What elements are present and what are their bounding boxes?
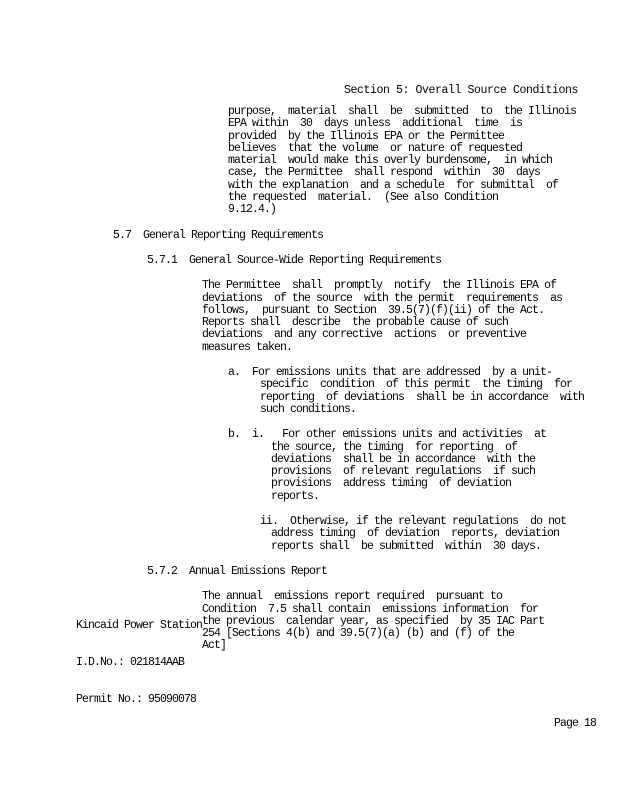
continued-paragraph [0, 106, 600, 217]
list-item-a [0, 367, 600, 416]
subsection-title: Annual Emissions Report [189, 564, 328, 578]
footer-identification [76, 595, 202, 731]
list-item-first-line [0, 429, 600, 441]
list-item-line: such conditions. [260, 402, 357, 416]
paragraph-line: the previous calendar year, as specified by 35 IAC Part [202, 614, 545, 628]
paragraph-line: Reports shall describe the probable cause of such [202, 316, 509, 330]
list-item-line: deviations shall be in accordance with the [271, 452, 536, 466]
list-item-line: the source, the timing for reporting of [271, 440, 518, 454]
footer-facility: Kincaid Power Station [76, 618, 203, 632]
section-title: General Reporting Requirements [143, 228, 324, 242]
paragraph-line: case, the Permittee shall respond within 30 days [228, 166, 541, 180]
list-item-line: reporting of deviations shall be in accordance with [260, 390, 585, 404]
paragraph-line: The Permittee shall promptly notify the Illinois EPA of [202, 279, 557, 293]
list-item-b-i [0, 429, 600, 503]
section-heading-5-7 [0, 230, 600, 242]
subsection-heading-5-7-1 [0, 255, 600, 267]
paragraph-line: the requested material. (See also Condition [228, 191, 499, 205]
subsection-paragraph [0, 280, 600, 354]
list-item-line: reports shall be submitted within 30 days. [271, 539, 542, 553]
list-sub-label: i. [252, 428, 265, 442]
list-sub-label: ii. [260, 515, 279, 529]
footer-page-number: Page 18 [553, 716, 596, 730]
page-header: Section 5: Overall Source Conditions [343, 84, 578, 97]
list-item-line: provisions address timing of deviation [271, 477, 512, 491]
list-item-text: For emissions units that are addressed by a unit- [252, 366, 553, 380]
paragraph-line: 254 [Sections 4(b) and 39.5(7)(a) (b) and (f) of the [202, 627, 515, 641]
subsection-number: 5.7.1 [147, 253, 178, 267]
list-item-line: reports. [271, 489, 320, 503]
paragraph-line: deviations and any corrective actions or preventive [202, 328, 527, 342]
page-footer [76, 570, 596, 756]
footer-id-no: I.D.No.: 021814AAB [76, 655, 185, 669]
paragraph-line: purpose, material shall be submitted to the Illinois [228, 105, 577, 118]
paragraph-line: provided by the Illinois EPA or the Permittee [228, 129, 505, 143]
section-number: 5.7 [113, 228, 132, 242]
paragraph-line: Act] [202, 639, 227, 653]
list-item-b-ii [0, 516, 600, 553]
paragraph-line: deviations of the source with the permit requirements as [202, 291, 563, 305]
paragraph-line: material would make this overly burdensome, in which [228, 154, 553, 168]
paragraph-line: measures taken. [202, 340, 293, 354]
list-item-text: For other emissions units and activities at [282, 428, 547, 442]
subsection-title: General Source-Wide Reporting Requirements [189, 253, 442, 267]
paragraph-line: follows, pursuant to Section 39.5(7)(f)(ii) of the Act. [202, 303, 545, 317]
paragraph-line: with the explanation and a schedule for submittal of [228, 178, 559, 192]
paragraph-line: The annual emissions report required pursuant to [202, 590, 503, 604]
paragraph-line: believes that the volume or nature of requested [228, 141, 523, 155]
footer-permit-no: Permit No.: 95090078 [76, 692, 197, 706]
list-item-label: a. [228, 366, 241, 380]
paragraph-line: EPA within 30 days unless additional time is [228, 117, 523, 131]
paragraph-line: 9.12.4.) [228, 203, 277, 217]
paragraph-line: Condition 7.5 shall contain emissions information for [202, 602, 539, 616]
list-item-line: specific condition of this permit the timing for [260, 378, 573, 392]
list-item-text: Otherwise, if the relevant regulations do not [290, 515, 567, 529]
list-item-line: address timing of deviation reports, deviation [271, 527, 560, 541]
list-item-line: provisions of relevant regulations if such [271, 465, 536, 479]
list-item-label: b. [228, 428, 241, 442]
subsection-number: 5.7.2 [147, 564, 178, 578]
